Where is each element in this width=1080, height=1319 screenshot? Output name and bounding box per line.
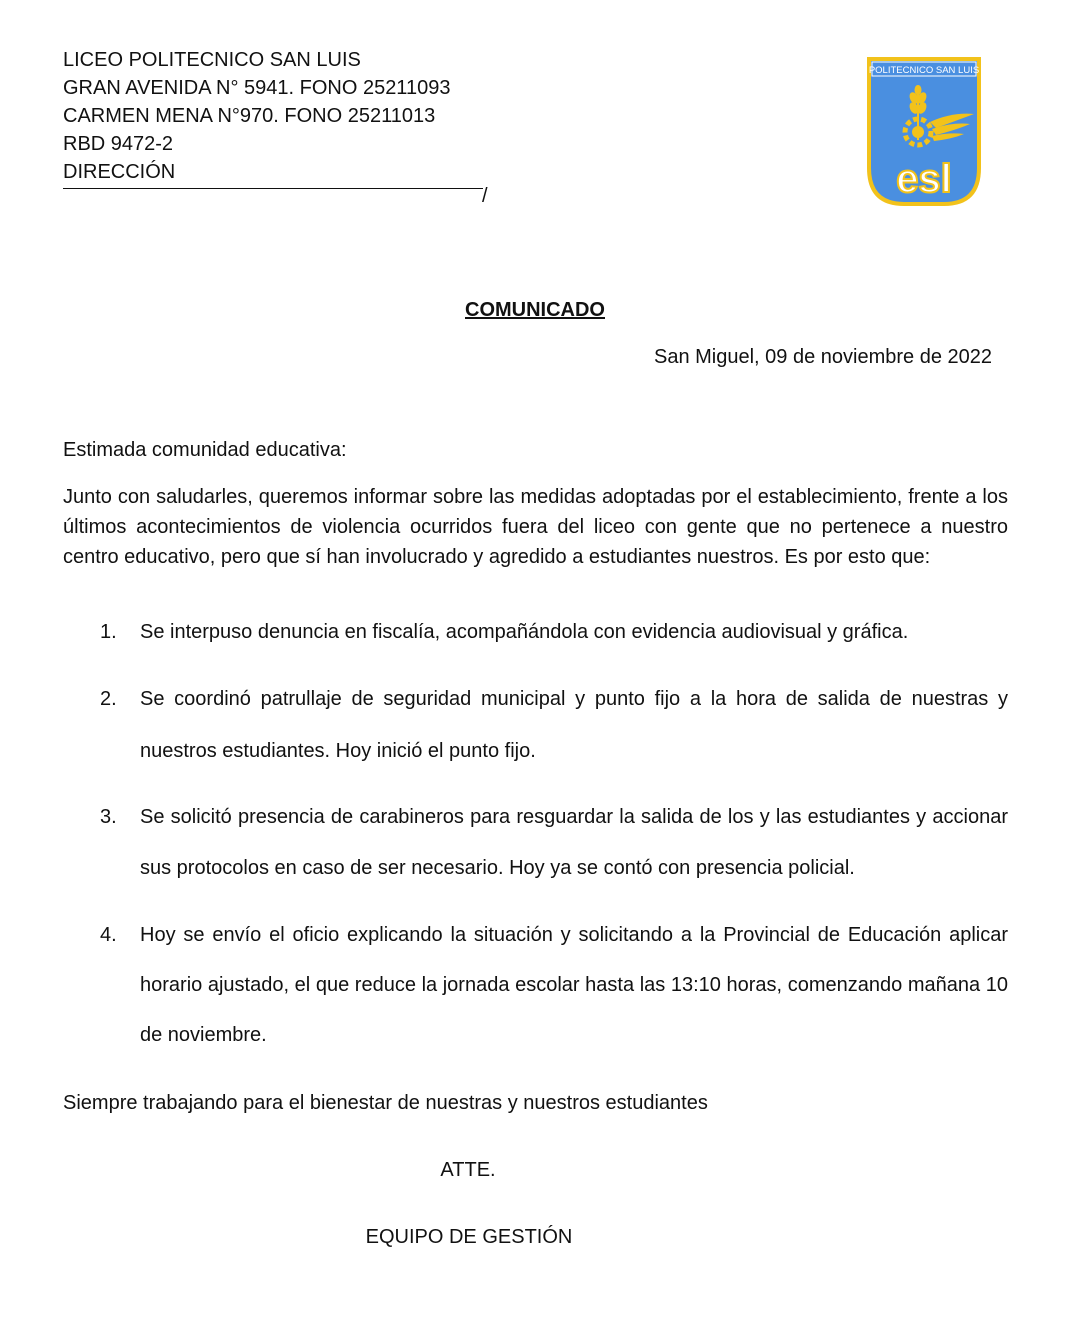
signature-rule	[63, 188, 483, 189]
salutation: Estimada comunidad educativa:	[63, 439, 347, 461]
list-item-number: 2.	[100, 688, 117, 710]
list-item-number: 3.	[100, 806, 117, 828]
intro-paragraph: Junto con saludarles, queremos informar sobre las medidas adoptadas por el establecimiento, frente a los últimos acontecimientos de violencia ocurridos fuera del liceo con gente que no pertenece a nuestro centro educativo, pero que sí han involucrado y agredido a estudiantes nuestros. Es por esto que:	[63, 486, 1008, 568]
atte-label: ATTE.	[440, 1159, 496, 1181]
school-crest-logo	[866, 56, 982, 208]
list-item-text: Hoy se envío el oficio explicando la situación y solicitando a la Provincial de Educación aplicar horario ajustado, el que reduce la jornada escolar hasta las 13:10 horas, comenzando mañana 10 de noviembre.	[140, 924, 1008, 1046]
signature-team: EQUIPO DE GESTIÓN	[365, 1226, 573, 1248]
document-title: COMUNICADO	[465, 299, 605, 321]
school-name: LICEO POLITECNICO SAN LUIS	[63, 49, 361, 71]
logo-letters: esl	[896, 157, 952, 201]
letterhead	[63, 46, 583, 186]
logo-banner-text: POLITECNICO SAN LUIS	[868, 65, 980, 76]
address-line-1: GRAN AVENIDA N° 5941. FONO 25211093	[63, 77, 451, 99]
rule-slash: /	[482, 185, 488, 207]
closing-line: Siempre trabajando para el bienestar de nuestras y nuestros estudiantes	[63, 1092, 708, 1114]
rbd-line: RBD 9472-2	[63, 133, 174, 155]
list-item-number: 4.	[100, 924, 117, 946]
list-item-text: Se solicitó presencia de carabineros para resguardar la salida de los y las estudiantes y accionar sus protocolos en caso de ser necesario. Hoy ya se contó con presencia policial.	[140, 806, 1008, 879]
list-item-number: 1.	[100, 621, 117, 643]
list-item-text: Se coordinó patrullaje de seguridad municipal y punto fijo a la hora de salida de nuestras y nuestros estudiantes. Hoy inició el punto fijo.	[140, 688, 1008, 762]
department-line: DIRECCIÓN	[63, 161, 176, 183]
address-line-2: CARMEN MENA N°970. FONO 25211013	[63, 105, 436, 127]
list-item-text: Se interpuso denuncia en fiscalía, acompañándola con evidencia audiovisual y gráfica.	[140, 621, 909, 643]
document-date: San Miguel, 09 de noviembre de 2022	[653, 346, 992, 368]
